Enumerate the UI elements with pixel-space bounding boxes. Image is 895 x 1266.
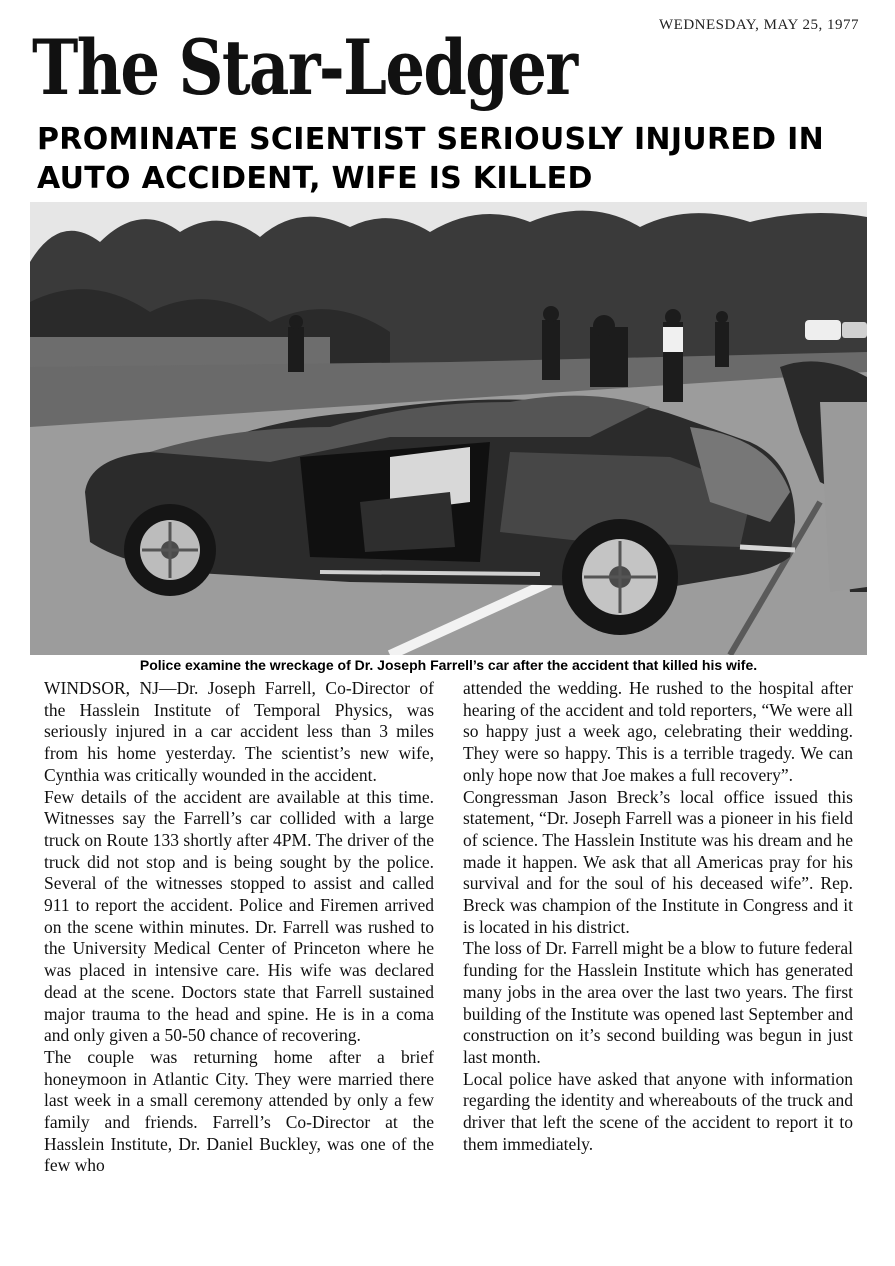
newspaper-title: The Star-Ledger xyxy=(32,23,577,112)
accident-photo xyxy=(30,202,867,655)
article-paragraph: The loss of Dr. Farrell might be a blow to future federal funding for the Hasslein Institute which has generated many jobs in the area over the last two years. The first building of the Institute was opened last September and construction on it’s second building was begun in just last month. xyxy=(463,938,853,1067)
masthead-logo xyxy=(32,18,612,118)
article-headline: PROMINATE SCIENTIST SERIOUSLY INJURED IN AUTO ACCIDENT, WIFE IS KILLED xyxy=(37,122,824,196)
article-paragraph: The couple was returning home after a brief honeymoon in Atlantic City. They were married there last week in a small ceremony attended by only a few family and friends. Farrell’s Co-Director at the Hasslein Institute, Dr. Daniel Buckley, was one of the few who xyxy=(44,1046,434,1176)
article-column-right xyxy=(463,678,853,1155)
article-paragraph: attended the wedding. He rushed to the hospital after hearing of the accident and told reporters, “We were all so happy just a week ago, celebrating their wedding. They were so happy. This is a terrible tragedy. We can only hope now that Joe makes a full recovery”. xyxy=(463,678,853,785)
article-paragraph: Congressman Jason Breck’s local office issued this statement, “Dr. Joseph Farrell was a pioneer in his field of science. The Hasslein Institute was his dream and he made it happen. We ask that all Americas pray for his survival and for the soul of his deceased wife”. Rep. Breck was champion of the Institute in Congress and it is located in his district. xyxy=(463,786,853,937)
article-paragraph: Local police have asked that anyone with information regarding the identity and whereabouts of the truck and driver that left the scene of the accident to report it to them immediately. xyxy=(463,1068,853,1154)
photo-caption: Police examine the wreckage of Dr. Joseph Farrell’s car after the accident that killed his wife. xyxy=(139,657,758,673)
article-paragraph: Few details of the accident are available at this time. Witnesses say the Farrell’s car collided with a large truck on Route 133 shortly after 4PM. The driver of the truck did not stop and is being sought by the police. Several of the witnesses stopped to assist and called 911 to report the accident. Police and Firemen arrived on the scene within minutes. Dr. Farrell was rushed to the University Medical Center of Princeton where he was placed in intensive care. His wife was declared dead at the scene. Doctors state that Farrell sustained major trauma to the head and spine. He is in a coma and only given a 50-50 chance of recovering. xyxy=(44,786,434,1046)
article-paragraph: WINDSOR, NJ—Dr. Joseph Farrell, Co-Director of the Hasslein Institute of Temporal Physics, was seriously injured in a car accident less than 3 miles from his home yesterday. The scientist’s new wife, Cynthia was critically wounded in the accident. xyxy=(44,678,434,785)
article-column-left xyxy=(44,678,434,1177)
issue-date: WEDNESDAY, MAY 25, 1977 xyxy=(659,17,859,33)
